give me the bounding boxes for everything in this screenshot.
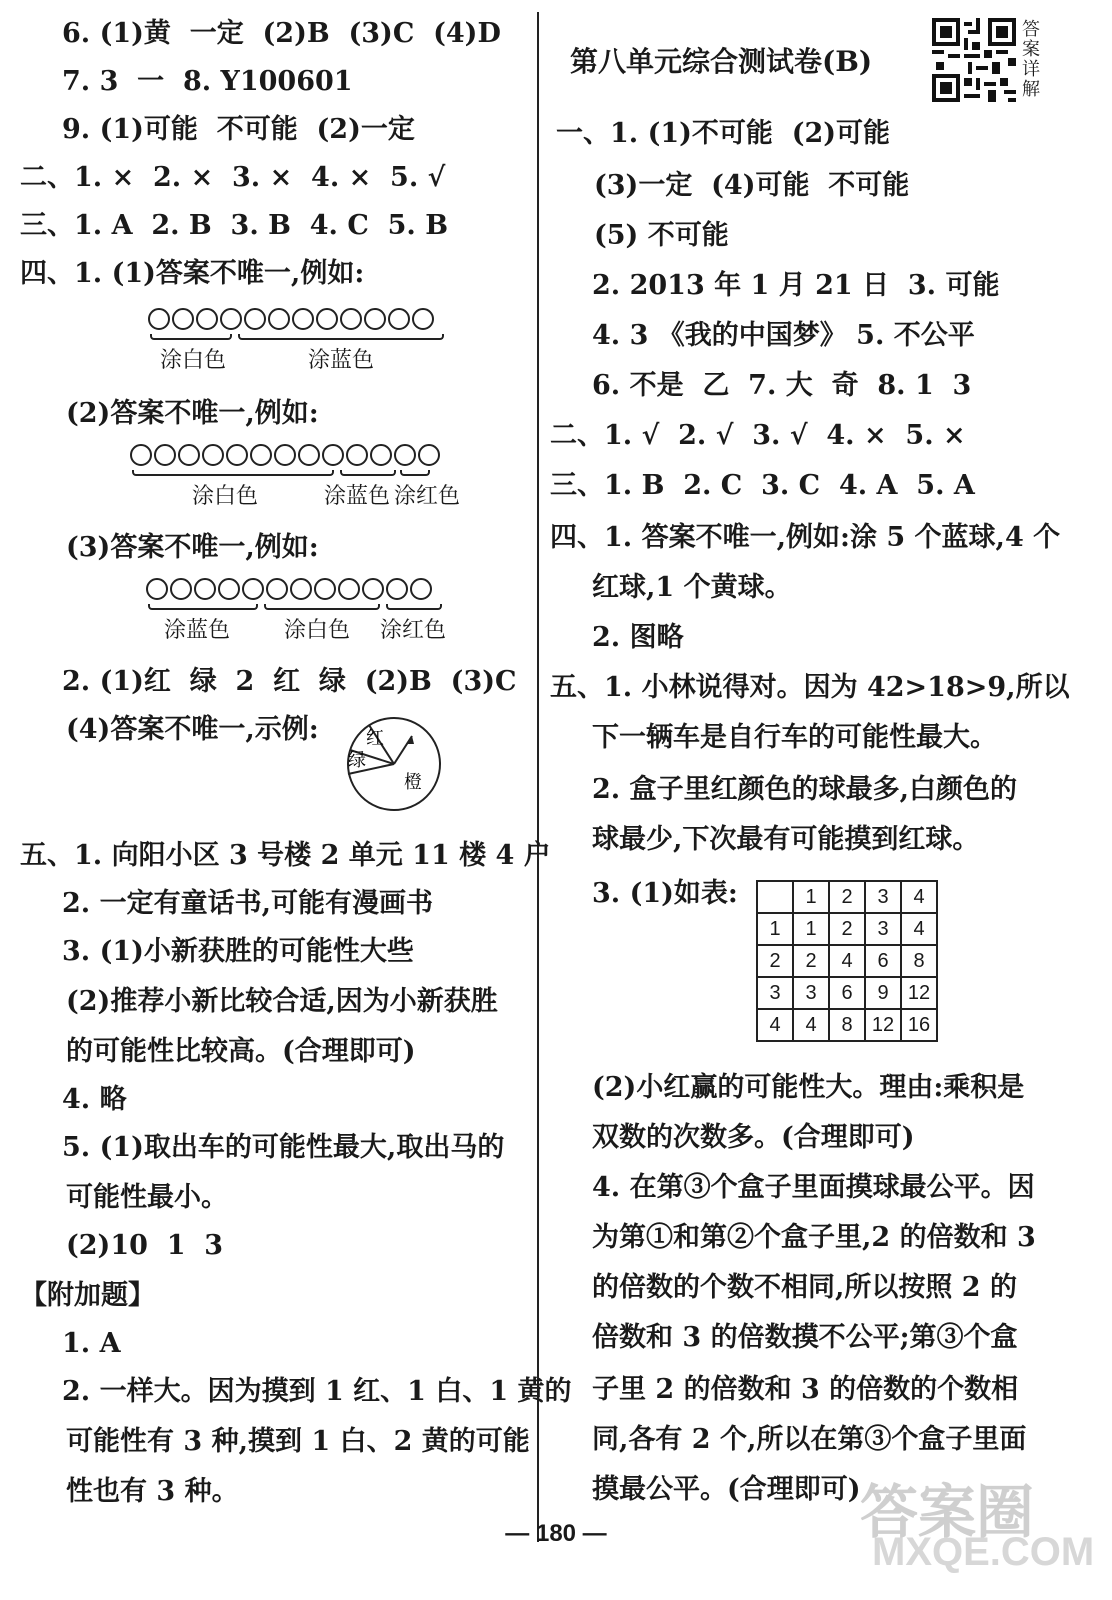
answer-line: (3)答案不唯一,例如: <box>66 532 319 563</box>
table-cell: 3 <box>865 881 901 913</box>
table-cell: 1 <box>757 913 793 945</box>
brace <box>400 470 430 476</box>
table-cell: 4 <box>901 913 937 945</box>
table-row <box>757 1009 937 1041</box>
table-cell: 2 <box>829 913 865 945</box>
answer-line: 6. (1)黄 一定 (2)B (3)C (4)D <box>62 18 501 49</box>
brace-label: 涂蓝色 <box>324 484 391 509</box>
brace <box>238 334 444 340</box>
answer-line: 倍数和 3 的倍数摸不公平;第③个盒 <box>592 1322 1018 1353</box>
answer-line: 可能性有 3 种,摸到 1 白、2 黄的可能 <box>66 1426 530 1457</box>
answer-line: 4. 3 《我的中国梦》 5. 不公平 <box>592 320 975 351</box>
column-divider <box>537 12 539 1542</box>
brace <box>148 604 258 610</box>
table-cell: 6 <box>829 977 865 1009</box>
answer-line: (5) 不可能 <box>594 220 729 251</box>
answer-line: 的倍数的个数不相同,所以按照 2 的 <box>592 1272 1017 1303</box>
table-cell: 8 <box>829 1009 865 1041</box>
table-cell: 3 <box>793 977 829 1009</box>
table-row <box>757 977 937 1009</box>
watermark-url: MXQE.COM <box>872 1530 1095 1574</box>
answer-line: 2. 图略 <box>592 622 684 653</box>
answer-line: (2)小红赢的可能性大。理由:乘积是 <box>592 1072 1025 1103</box>
circle-row-1 <box>148 308 434 330</box>
pie-label-orange: 橙 <box>404 772 422 793</box>
table-cell: 4 <box>829 945 865 977</box>
table-cell: 12 <box>865 1009 901 1041</box>
watermark-logo: 答案圈 <box>860 1480 1035 1545</box>
answer-line: 子里 2 的倍数和 3 的倍数的个数相 <box>592 1374 1019 1405</box>
answer-line: (2)推荐小新比较合适,因为小新获胜 <box>66 986 498 1017</box>
table-cell: 4 <box>757 1009 793 1041</box>
answer-line: 摸最公平。(合理即可) <box>592 1474 861 1505</box>
table-row <box>757 913 937 945</box>
answer-line: (4)答案不唯一,示例: <box>66 714 319 745</box>
circle-row-2 <box>130 444 440 466</box>
answer-line: 五、1. 小林说得对。因为 42>18>9,所以 <box>550 672 1070 703</box>
qr-caption: 答案详解 <box>1022 19 1040 100</box>
answer-line: 性也有 3 种。 <box>66 1476 239 1507</box>
answer-line: 三、1. A 2. B 3. B 4. C 5. B <box>20 210 449 241</box>
brace <box>132 470 334 476</box>
table-cell: 12 <box>901 977 937 1009</box>
answer-line: 2. 一定有童话书,可能有漫画书 <box>62 888 433 919</box>
qr-code-icon <box>932 18 1016 102</box>
brace <box>150 334 232 340</box>
table-cell: 1 <box>793 881 829 913</box>
answer-line: 2. 一样大。因为摸到 1 红、1 白、1 黄的 <box>62 1376 572 1407</box>
answer-line: 的可能性比较高。(合理即可) <box>66 1036 416 1067</box>
answer-line: 五、1. 向阳小区 3 号楼 2 单元 11 楼 4 户 <box>20 840 551 871</box>
answer-line: 4. 略 <box>62 1084 127 1115</box>
answer-line: 二、1. × 2. × 3. × 4. × 5. √ <box>20 162 446 193</box>
answer-line: (3)一定 (4)可能 不可能 <box>594 170 910 201</box>
answer-line: 红球,1 个黄球。 <box>592 572 792 603</box>
pie-label-green: 绿 <box>348 750 366 771</box>
answer-line: 2. (1)红 绿 2 红 绿 (2)B (3)C <box>62 666 517 697</box>
table-row <box>757 945 937 977</box>
answer-line: (2)10 1 3 <box>66 1230 224 1261</box>
brace-label: 涂白色 <box>284 618 351 643</box>
answer-line: 7. 3 一 8. Y100601 <box>62 66 353 97</box>
answer-line: 为第①和第②个盒子里,2 的倍数和 3 <box>592 1222 1036 1253</box>
table-cell: 3 <box>865 913 901 945</box>
section-title: 第八单元综合测试卷(B) <box>570 45 873 78</box>
table-cell: 16 <box>901 1009 937 1041</box>
spinner-diagram <box>344 714 444 814</box>
answer-line: 可能性最小。 <box>66 1182 228 1213</box>
table-cell: 6 <box>865 945 901 977</box>
answer-line: 5. (1)取出车的可能性最大,取出马的 <box>62 1132 505 1163</box>
answer-line: 1. A <box>62 1328 121 1359</box>
answer-line: 二、1. √ 2. √ 3. √ 4. × 5. × <box>550 420 966 451</box>
page-number: — 180 — <box>505 1520 607 1547</box>
answer-line: 9. (1)可能 不可能 (2)一定 <box>62 114 415 145</box>
brace-label: 涂白色 <box>160 348 227 373</box>
brace-label: 涂红色 <box>394 484 461 509</box>
table-cell: 4 <box>793 1009 829 1041</box>
answer-line: 同,各有 2 个,所以在第③个盒子里面 <box>592 1424 1027 1455</box>
table-cell: 8 <box>901 945 937 977</box>
table-cell: 2 <box>793 945 829 977</box>
pie-label-red: 红 <box>366 728 384 749</box>
table-cell: 9 <box>865 977 901 1009</box>
brace-label: 涂红色 <box>380 618 447 643</box>
table-cell <box>757 881 793 913</box>
table-cell: 3 <box>757 977 793 1009</box>
brace <box>386 604 442 610</box>
answer-line: 3. (1)如表: <box>592 878 738 909</box>
table-cell: 2 <box>757 945 793 977</box>
answer-line: (2)答案不唯一,例如: <box>66 398 319 429</box>
answer-line: 2. 2013 年 1 月 21 日 3. 可能 <box>592 270 1000 301</box>
answer-line: 2. 盒子里红颜色的球最多,白颜色的 <box>592 774 1017 805</box>
brace-label: 涂白色 <box>192 484 259 509</box>
answer-line: 一、1. (1)不可能 (2)可能 <box>556 118 891 149</box>
product-table <box>756 880 938 1042</box>
table-cell: 4 <box>901 881 937 913</box>
answer-line: 4. 在第③个盒子里面摸球最公平。因 <box>592 1172 1035 1203</box>
answer-line: 6. 不是 乙 7. 大 奇 8. 1 3 <box>592 370 972 401</box>
brace-label: 涂蓝色 <box>308 348 375 373</box>
table-cell: 1 <box>793 913 829 945</box>
answer-line: 下一辆车是自行车的可能性最大。 <box>592 722 997 753</box>
answer-line: 3. (1)小新获胜的可能性大些 <box>62 936 414 967</box>
answer-line: 三、1. B 2. C 3. C 4. A 5. A <box>550 470 975 501</box>
answer-line: 球最少,下次最有可能摸到红球。 <box>592 824 980 855</box>
answer-line: 四、1. 答案不唯一,例如:涂 5 个蓝球,4 个 <box>550 522 1061 553</box>
table-header-row <box>757 881 937 913</box>
answer-line: 双数的次数多。(合理即可) <box>592 1122 915 1153</box>
circle-row-3 <box>146 578 432 600</box>
brace <box>340 470 396 476</box>
brace <box>264 604 380 610</box>
answer-line: 【附加题】 <box>20 1280 155 1311</box>
brace-label: 涂蓝色 <box>164 618 231 643</box>
table-cell: 2 <box>829 881 865 913</box>
answer-line: 四、1. (1)答案不唯一,例如: <box>20 258 365 289</box>
